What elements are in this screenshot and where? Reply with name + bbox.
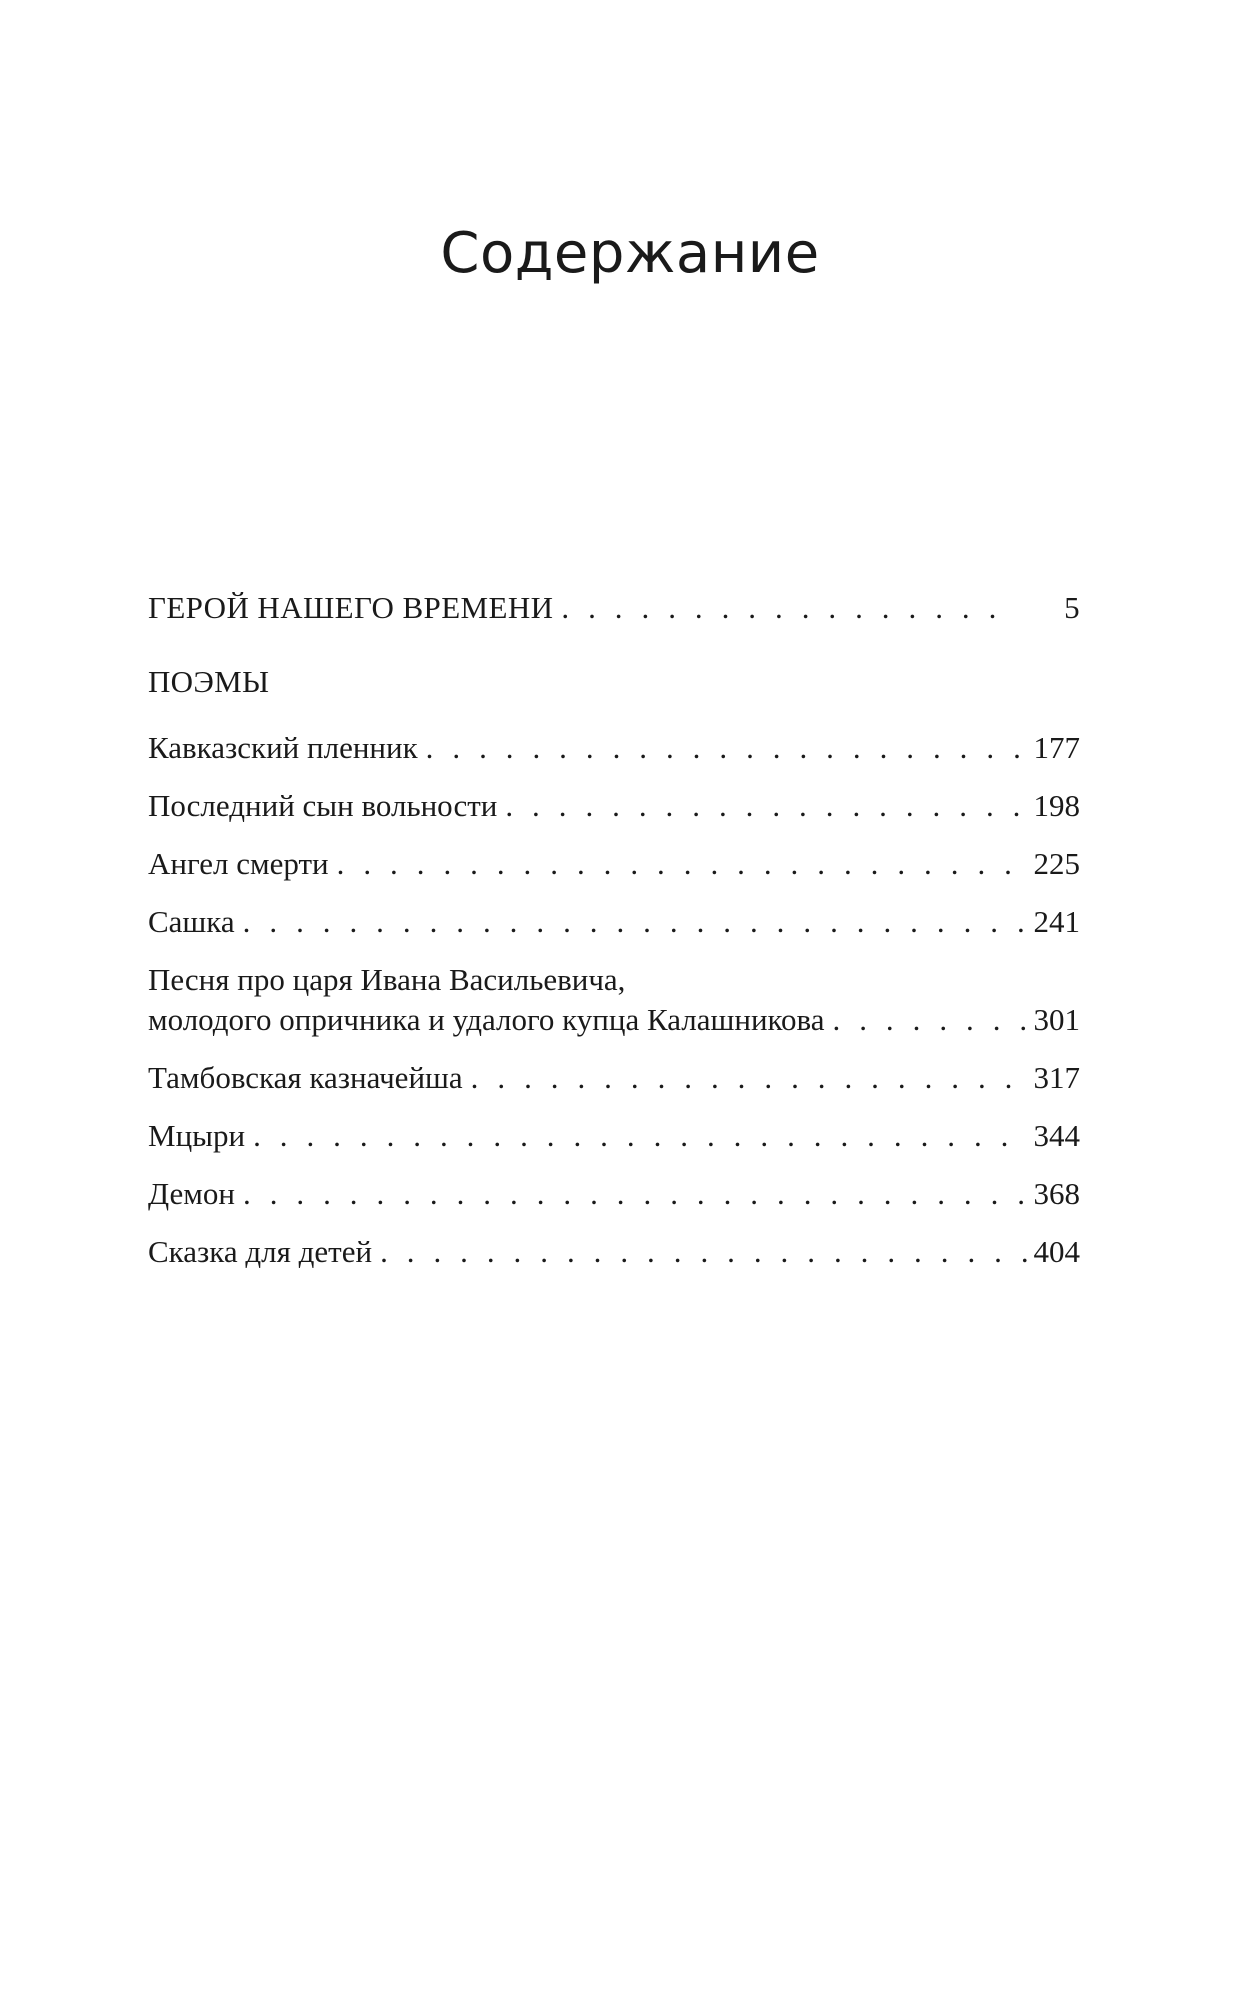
toc-entry-page: 198 xyxy=(1033,788,1080,823)
toc-entry-geroy[interactable] xyxy=(148,588,1080,628)
toc-entry-title-line2: молодого опричника и удалого купца Калашникова xyxy=(148,1002,825,1037)
toc-entry-title: Последний сын вольности xyxy=(148,788,498,823)
toc-entry-kavkazskiy-plennik[interactable] xyxy=(148,728,1080,768)
dot-leader xyxy=(833,1000,1028,1040)
toc-entry-title: Сашка xyxy=(148,904,235,939)
toc-entry-skazka-dlya-detey[interactable] xyxy=(148,1232,1080,1272)
table-of-contents xyxy=(148,588,1080,1290)
dot-leader xyxy=(561,588,1010,628)
section-heading-poems: ПОЭМЫ xyxy=(148,664,270,699)
dot-leader xyxy=(337,844,1028,884)
toc-entry-sashka[interactable] xyxy=(148,902,1080,942)
toc-entry-title: Кавказский пленник xyxy=(148,730,418,765)
toc-entry-page: 404 xyxy=(1033,1234,1080,1269)
toc-entry-angel-smerti[interactable] xyxy=(148,844,1080,884)
toc-entry-page: 5 xyxy=(1064,590,1080,625)
toc-entry-posledniy-syn[interactable] xyxy=(148,786,1080,826)
page-title: Содержание xyxy=(440,220,820,286)
toc-entry-title-line1: Песня про царя Ивана Васильевича, xyxy=(148,962,626,997)
toc-entry-mtsyri[interactable] xyxy=(148,1116,1080,1156)
toc-entry-page: 317 xyxy=(1033,1060,1080,1095)
toc-entry-demon[interactable] xyxy=(148,1174,1080,1214)
toc-entry-title: Мцыри xyxy=(148,1118,246,1153)
dot-leader xyxy=(243,902,1028,942)
dot-leader xyxy=(505,786,1027,826)
toc-entry-title: Демон xyxy=(148,1176,235,1211)
toc-entry-page: 241 xyxy=(1033,904,1080,939)
toc-entry-title: Ангел смерти xyxy=(148,846,329,881)
toc-entry-page: 177 xyxy=(1033,730,1080,765)
dot-leader xyxy=(243,1174,1028,1214)
dot-leader xyxy=(426,728,1028,768)
toc-entry-page: 368 xyxy=(1033,1176,1080,1211)
dot-leader xyxy=(253,1116,1027,1156)
toc-entry-page: 301 xyxy=(1033,1002,1080,1037)
toc-entry-page: 344 xyxy=(1033,1118,1080,1153)
toc-entry-title: Сказка для детей xyxy=(148,1234,373,1269)
toc-entry-last-line xyxy=(148,1000,1080,1040)
toc-entry-title: ГЕРОЙ НАШЕГО ВРЕМЕНИ xyxy=(148,590,554,625)
toc-entry-tambovskaya[interactable] xyxy=(148,1058,1080,1098)
toc-entry-page: 225 xyxy=(1033,846,1080,881)
dot-leader xyxy=(471,1058,1028,1098)
toc-entry-pesnya-pro-tsarya[interactable] xyxy=(148,960,1080,1040)
dot-leader xyxy=(380,1232,1027,1272)
toc-entry-title: Тамбовская казначейша xyxy=(148,1060,463,1095)
